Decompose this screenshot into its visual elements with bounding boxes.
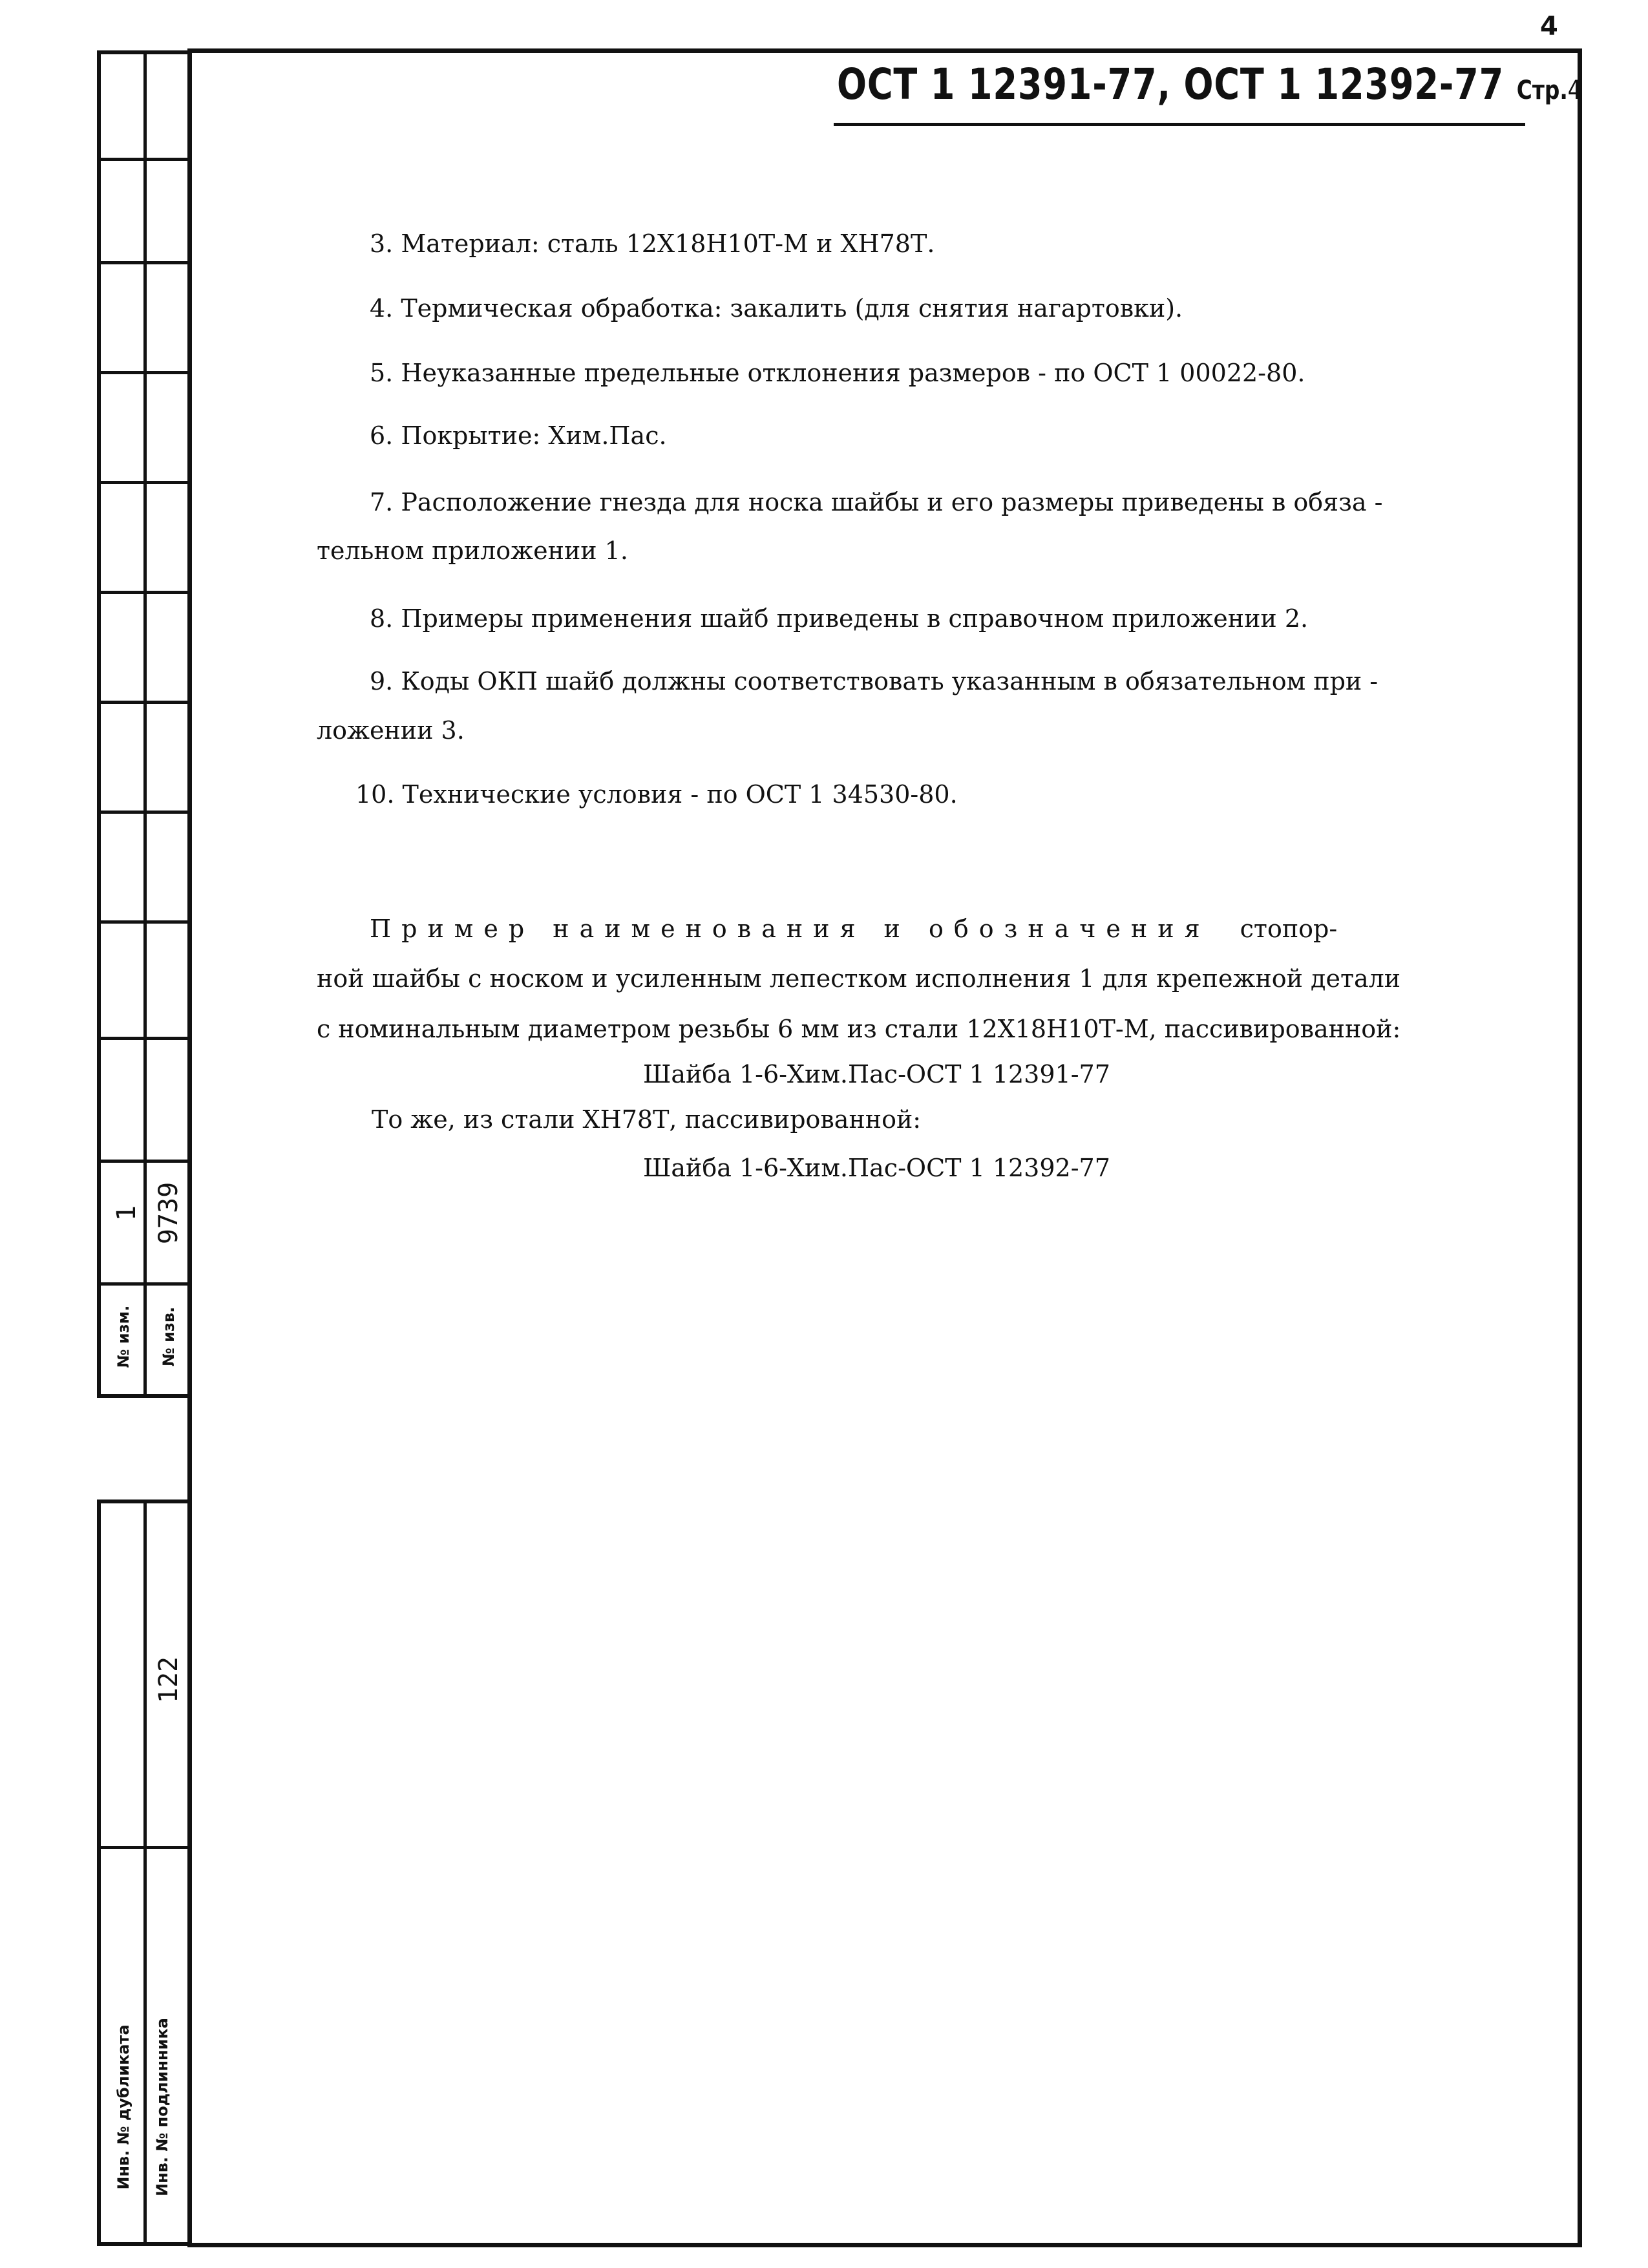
side-strip-top <box>97 50 191 1398</box>
notice-number: 9739 <box>154 1182 184 1245</box>
example-designation-1: Шайба 1-6-Хим.Пас-ОСТ 1 12391-77 <box>643 1060 1110 1088</box>
item-5: 5. Неуказанные предельные отклонения размеров - по ОСТ 1 00022-80. <box>370 359 1305 387</box>
item-8: 8. Примеры применения шайб приведены в справочном приложении 2. <box>370 604 1309 633</box>
item-9-cont: ложении 3. <box>317 716 465 745</box>
example-same-line: То же, из стали ХН78Т, пассивированной: <box>372 1105 922 1134</box>
change-label: № изм. <box>114 1305 132 1368</box>
item-7: 7. Расположение гнезда для носка шайбы и его размеры приведены в обяза - <box>370 488 1383 516</box>
page-label: Стр. <box>1516 76 1568 105</box>
duplicate-inventory-label: Инв. № дубликата <box>114 2024 132 2190</box>
page-number: 4 <box>1567 76 1582 105</box>
document-header <box>837 59 1581 109</box>
item-9: 9. Коды ОКП шайб должны соответствовать указанным в обязательном при - <box>370 667 1379 695</box>
item-7-cont: тельном приложении 1. <box>317 536 628 565</box>
example-line-3: с номинальным диаметром резьбы 6 мм из стали 12Х18Н10Т-М, пассивированной: <box>317 1015 1401 1043</box>
item-6: 6. Покрытие: Хим.Пас. <box>370 421 667 450</box>
standard-designation: ОСТ 1 12391-77, ОСТ 1 12392-77 <box>837 59 1505 109</box>
notice-label: № изв. <box>160 1306 178 1367</box>
corner-page-number: 4 <box>1540 12 1558 41</box>
example-designation-2: Шайба 1-6-Хим.Пас-ОСТ 1 12392-77 <box>643 1154 1110 1182</box>
original-inventory-number: 122 <box>154 1656 184 1704</box>
change-number: 1 <box>112 1205 142 1222</box>
header-underline <box>834 123 1525 126</box>
item-3: 3. Материал: сталь 12Х18Н10Т-М и ХН78Т. <box>370 229 935 258</box>
item-4: 4. Термическая обработка: закалить (для снятия нагартовки). <box>370 294 1183 323</box>
example-line-2: ной шайбы с носком и усиленным лепестком исполнения 1 для крепежной детали <box>317 964 1401 993</box>
strip-divider <box>143 54 147 1394</box>
item-10: 10. Технические условия - по ОСТ 1 34530-80. <box>355 780 958 809</box>
original-inventory-label: Инв. № подлинника <box>153 2018 171 2196</box>
example-heading <box>370 915 1337 943</box>
example-heading-spaced: Пример наименования и обозначения <box>370 915 1210 943</box>
strip-divider <box>143 1503 147 2242</box>
example-heading-rest: стопор- <box>1240 915 1338 943</box>
side-strip-bottom <box>97 1500 191 2246</box>
